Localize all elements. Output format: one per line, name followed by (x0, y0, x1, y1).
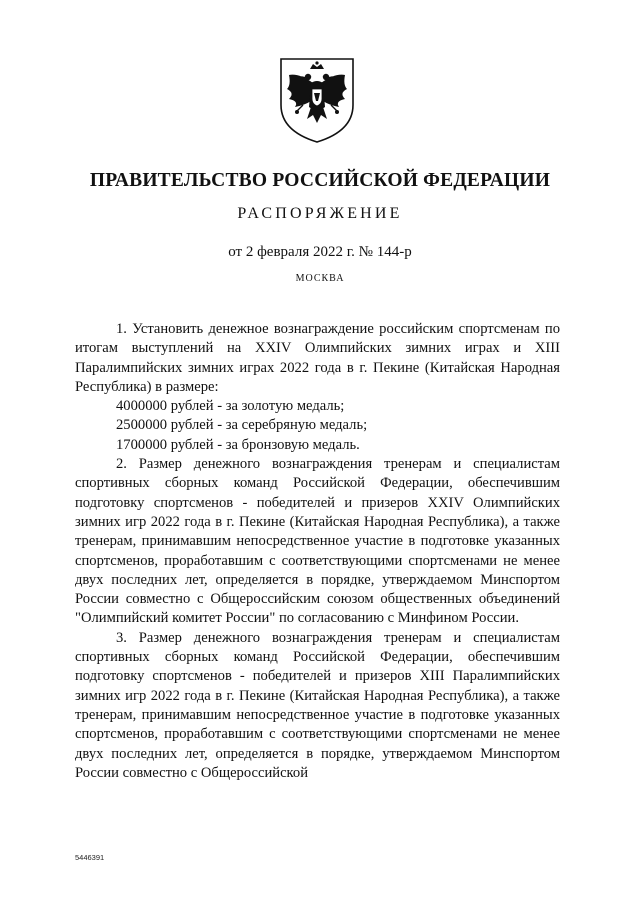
award-gold: 4000000 рублей - за золотую медаль; (116, 398, 345, 415)
paragraph-3: 3. Размер денежного вознаграждения тренерам и специалистам спортивных сборных команд Российской Федерации, обеспечившим подготовку спортсменов - победителей и призеров XIII Паралимпийских зимних игр 2022 года в г. Пекине (Китайская Народная Республика), а также тренерам, принимавшим непосредственное участие в подготовке указанных спортсменов, проработавшим с соответствующими спортсменами не менее двух последних лет, определяется в порядке, утверждаемом Минспортом России совместно с Общероссийской (75, 629, 560, 781)
date-number-line: от 2 февраля 2022 г. № 144-р (228, 244, 412, 260)
document-code: 5446391 (75, 853, 105, 862)
paragraph-1: 1. Установить денежное вознаграждение российским спортсменам по итогам выступлений на XXIV Олимпийских зимних играх и XIII Паралимпийских зимних играх 2022 года в г. Пекине (Китайская Народная Республика) в размере: (75, 321, 560, 395)
document-type: РАСПОРЯЖЕНИЕ (237, 205, 403, 222)
coat-of-arms-emblem (277, 55, 357, 145)
government-title: ПРАВИТЕЛЬСТВО РОССИЙСКОЙ ФЕДЕРАЦИИ (89, 170, 551, 191)
city-label: МОСКВА (295, 273, 345, 284)
award-bronze: 1700000 рублей - за бронзовую медаль. (116, 436, 360, 453)
award-silver: 2500000 рублей - за серебряную медаль; (116, 417, 368, 434)
document-body (75, 320, 560, 783)
paragraph-2: 2. Размер денежного вознаграждения тренерам и специалистам спортивных сборных команд Российской Федерации, обеспечившим подготовку спортсменов - победителей и призеров XXIV Олимпийских зимних игр 2022 года в г. Пекине (Китайская Народная Республика), а также тренерам, принимавшим непосредственное участие в подготовке указанных спортсменов, проработавшим с соответствующими спортсменами не менее двух последних лет, определяется в порядке, утверждаемом Минспортом России совместно с Общероссийским союзом общественных объединений "Олимпийский комитет России" по согласованию с Минфином России. (75, 456, 560, 627)
